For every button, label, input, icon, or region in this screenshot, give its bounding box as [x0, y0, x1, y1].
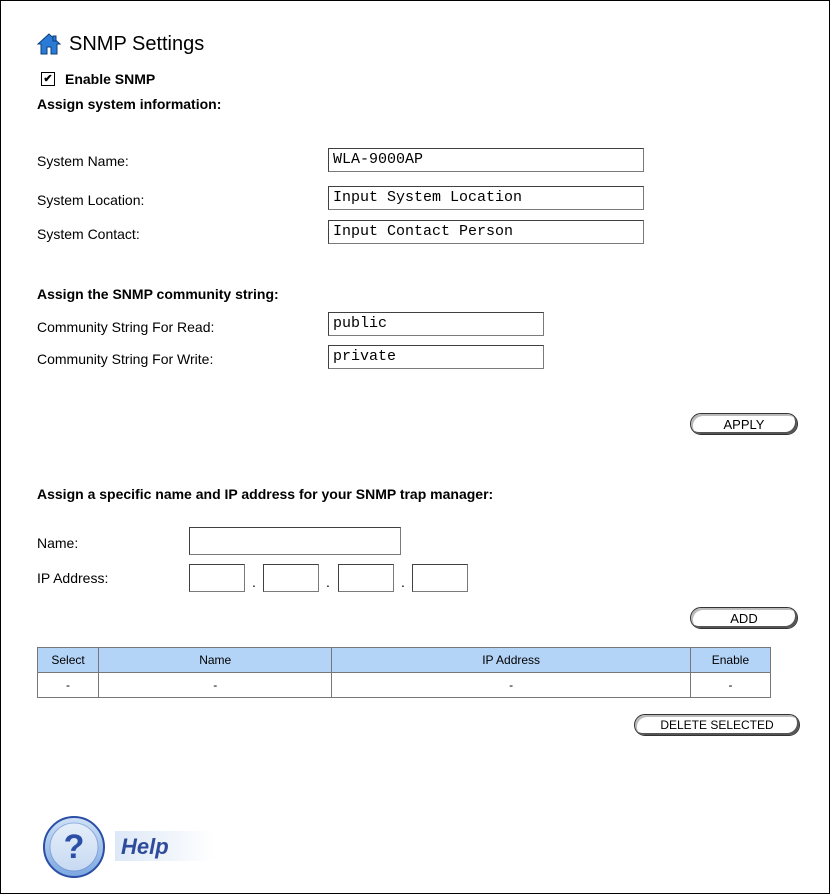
table-row: [38, 673, 771, 698]
column-header-ip: IP Address: [332, 648, 690, 673]
add-button[interactable]: ADD: [690, 607, 798, 629]
ip-octet-1-input[interactable]: [189, 564, 245, 592]
trap-manager-heading: Assign a specific name and IP address for your SNMP trap manager:: [37, 486, 494, 502]
page-title-row: [37, 28, 204, 60]
home-icon: [37, 32, 61, 56]
ip-octet-4-input[interactable]: [412, 564, 468, 592]
svg-text:?: ?: [63, 828, 85, 866]
help-link[interactable]: [41, 814, 169, 880]
apply-button[interactable]: APPLY: [690, 413, 798, 435]
system-name-input[interactable]: WLA-9000AP: [328, 148, 644, 172]
table-header-row: [38, 648, 771, 673]
help-label[interactable]: Help: [121, 834, 169, 859]
trap-name-label: Name:: [37, 535, 79, 551]
community-write-input[interactable]: private: [328, 345, 544, 369]
trap-manager-table: [37, 647, 771, 698]
system-contact-input[interactable]: Input Contact Person: [328, 220, 644, 244]
enable-snmp-checkbox[interactable]: ✔: [41, 72, 55, 86]
help-icon[interactable]: [41, 814, 107, 880]
system-name-label: System Name:: [37, 153, 129, 169]
enable-snmp-label: Enable SNMP: [65, 71, 156, 87]
column-header-select: Select: [38, 648, 99, 673]
ip-separator: .: [252, 574, 256, 590]
system-location-input[interactable]: Input System Location: [328, 186, 644, 210]
cell-select: -: [38, 673, 99, 698]
page-title: SNMP Settings: [69, 32, 205, 55]
enable-snmp-row[interactable]: [41, 71, 155, 87]
column-header-enable: Enable: [690, 648, 770, 673]
trap-ip-label: IP Address:: [37, 570, 109, 586]
ip-separator: .: [401, 574, 405, 590]
column-header-name: Name: [99, 648, 332, 673]
delete-selected-button[interactable]: DELETE SELECTED: [634, 714, 800, 736]
ip-octet-3-input[interactable]: [338, 564, 394, 592]
ip-separator: .: [326, 574, 330, 590]
community-read-label: Community String For Read:: [37, 319, 215, 335]
cell-enable: -: [690, 673, 770, 698]
system-location-label: System Location:: [37, 192, 145, 208]
community-heading: Assign the SNMP community string:: [37, 286, 279, 302]
community-read-input[interactable]: public: [328, 312, 544, 336]
cell-name: -: [99, 673, 332, 698]
system-contact-label: System Contact:: [37, 226, 140, 242]
community-write-label: Community String For Write:: [37, 351, 214, 367]
system-info-heading: Assign system information:: [37, 96, 222, 112]
trap-name-input[interactable]: [189, 527, 401, 555]
cell-ip: -: [332, 673, 690, 698]
ip-octet-2-input[interactable]: [263, 564, 319, 592]
